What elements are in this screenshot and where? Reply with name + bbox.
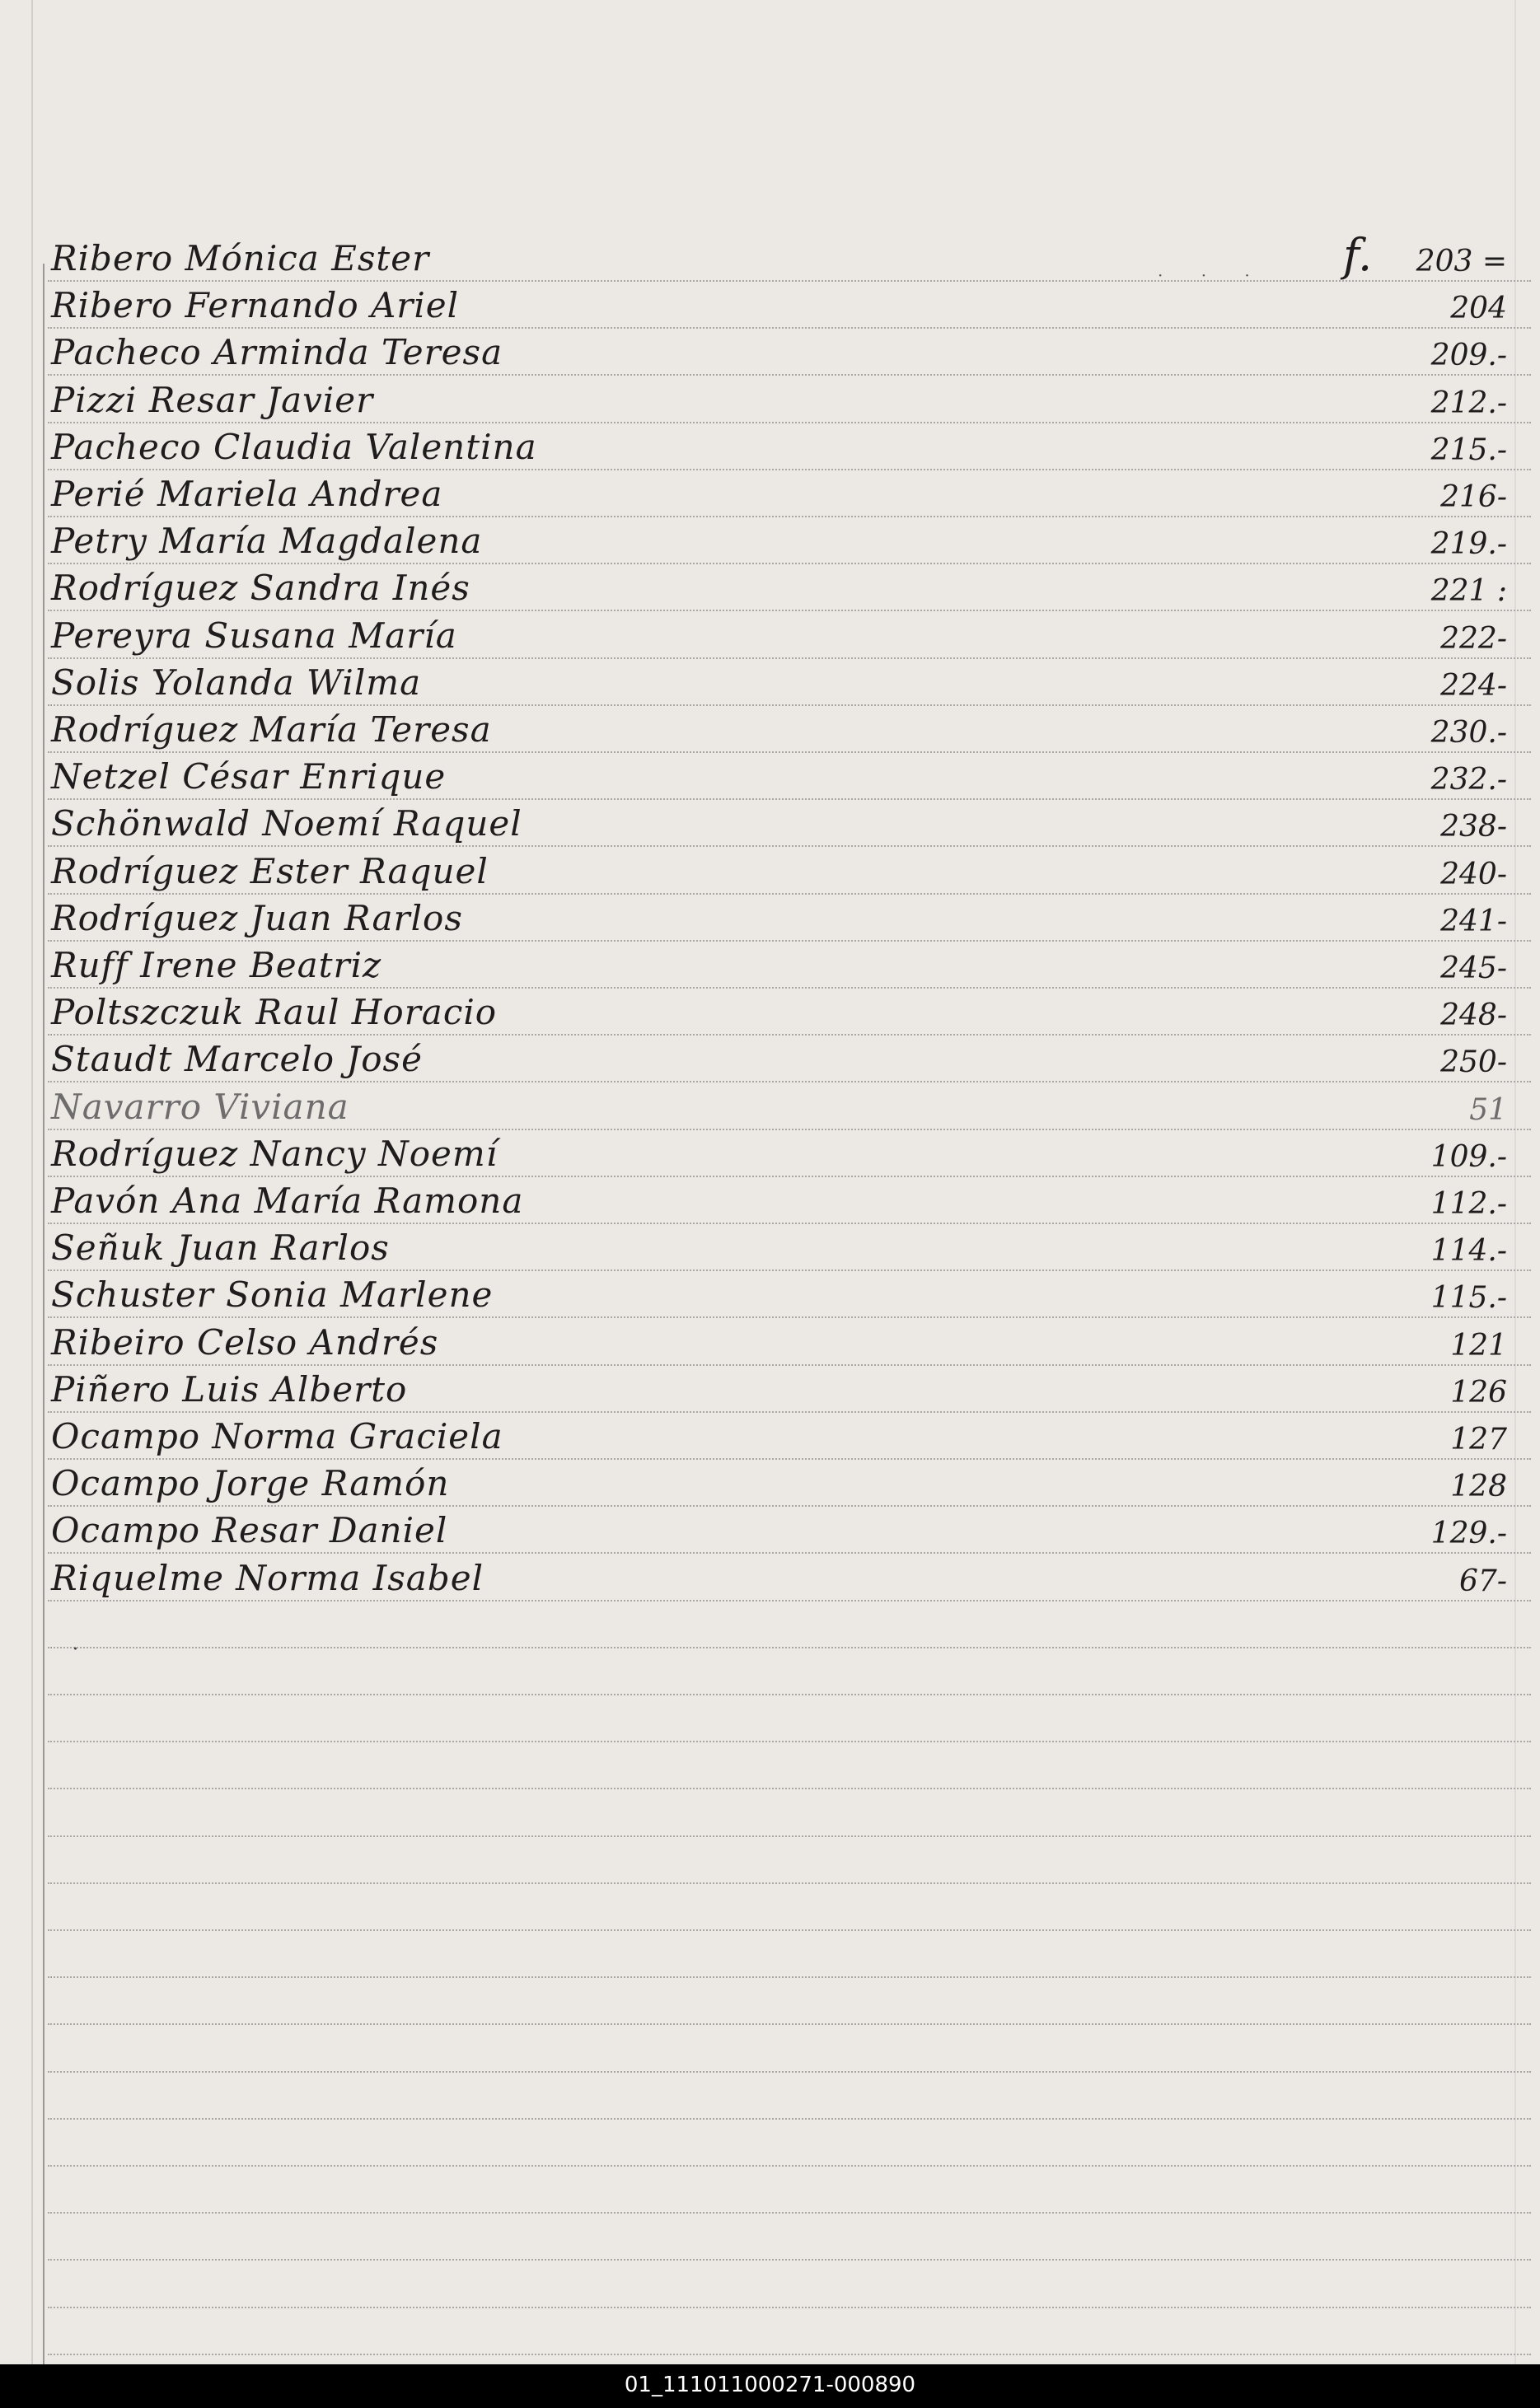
- entry-name: Netzel César Enrique: [51, 756, 447, 797]
- footer-bar: [0, 2364, 1540, 2408]
- ruled-line: [48, 1788, 1531, 1789]
- entry-folio: 129.-: [1430, 1517, 1507, 1550]
- end-mark: ·: [73, 1639, 78, 1660]
- entry-row: [0, 237, 1540, 283]
- entry-row: [0, 755, 1540, 802]
- entry-row: [0, 520, 1540, 566]
- entry-row: [0, 708, 1540, 755]
- entry-row: [0, 1180, 1540, 1226]
- ruled-line: [48, 2259, 1531, 2261]
- entry-folio: 232.-: [1430, 763, 1507, 797]
- entry-row: [0, 1274, 1540, 1320]
- entry-name: Ocampo Norma Graciela: [51, 1416, 503, 1456]
- entry-folio: 209.-: [1430, 339, 1507, 372]
- entry-folio: 212.-: [1430, 386, 1507, 420]
- entry-folio: 250-: [1440, 1045, 1507, 1079]
- entry-row: [0, 567, 1540, 613]
- entry-folio: 203 =: [1416, 245, 1507, 278]
- entry-row: [0, 897, 1540, 943]
- entry-name: Solis Yolanda Wilma: [51, 662, 422, 703]
- folio-prefix: f.: [1343, 229, 1373, 281]
- entry-name: Ocampo Jorge Ramón: [51, 1463, 450, 1503]
- entry-folio: 238-: [1440, 810, 1507, 844]
- entry-name: Ruff Irene Beatriz: [51, 945, 382, 985]
- ruled-line: [48, 1647, 1531, 1648]
- entry-folio: 222-: [1440, 622, 1507, 656]
- entry-row: [0, 426, 1540, 472]
- entry-folio: 112.-: [1430, 1187, 1507, 1221]
- ruled-line: [48, 1835, 1531, 1837]
- ruled-line: [48, 2307, 1531, 2308]
- entry-row: [0, 1038, 1540, 1084]
- entry-folio: 241-: [1440, 905, 1507, 938]
- ink-dots: · · ·: [1158, 265, 1266, 285]
- entry-folio: 245-: [1440, 952, 1507, 985]
- entry-folio: 248-: [1440, 998, 1507, 1032]
- entry-name: Staudt Marcelo José: [51, 1039, 423, 1079]
- entry-name: Señuk Juan Rarlos: [51, 1227, 390, 1268]
- ruled-line: [48, 2165, 1531, 2167]
- entry-name: Navarro Viviana: [51, 1087, 349, 1127]
- entry-name: Schönwald Noemí Raquel: [51, 803, 522, 844]
- ruled-line: [48, 1694, 1531, 1695]
- entry-folio: 121: [1450, 1329, 1507, 1363]
- entry-name: Ribero Fernando Ariel: [51, 285, 460, 325]
- entry-folio: 224-: [1440, 669, 1507, 703]
- entry-name: Schuster Sonia Marlene: [51, 1274, 494, 1315]
- entry-folio: 221 :: [1430, 574, 1507, 608]
- entry-name: Rodríguez Juan Rarlos: [51, 898, 463, 938]
- entry-row: [0, 662, 1540, 708]
- entry-name: Pavón Ana María Ramona: [51, 1181, 524, 1221]
- ruled-line: [48, 2023, 1531, 2025]
- entry-row: [0, 1321, 1540, 1368]
- entry-name: Rodríguez Sandra Inés: [51, 568, 470, 608]
- entry-name: Pacheco Arminda Teresa: [51, 332, 503, 372]
- entry-row: [0, 1415, 1540, 1461]
- entry-folio: 216-: [1440, 480, 1507, 514]
- entry-folio: 219.-: [1430, 527, 1507, 561]
- ruled-line: [48, 2071, 1531, 2073]
- entry-folio: 114.-: [1430, 1234, 1507, 1268]
- entry-row: [0, 1557, 1540, 1603]
- ruled-line: [48, 2212, 1531, 2214]
- entry-name: Poltszczuk Raul Horacio: [51, 992, 498, 1032]
- entry-folio: 51: [1469, 1093, 1507, 1127]
- entry-folio: 126: [1450, 1376, 1507, 1410]
- ruled-line: [48, 2354, 1531, 2355]
- entry-row: [0, 1133, 1540, 1179]
- entry-name: Ribero Mónica Ester: [51, 238, 430, 278]
- entry-name: Perié Mariela Andrea: [51, 474, 443, 514]
- entry-row: [0, 1509, 1540, 1555]
- entry-name: Ribeiro Celso Andrés: [51, 1322, 439, 1363]
- entry-name: Pizzi Resar Javier: [51, 380, 374, 420]
- entry-folio: 230.-: [1430, 716, 1507, 750]
- entry-folio: 67-: [1459, 1564, 1507, 1598]
- image-label: 01_111011000271-000890: [624, 2373, 916, 2397]
- entry-folio: 204: [1450, 292, 1507, 325]
- entry-name: Riquelme Norma Isabel: [51, 1558, 484, 1598]
- entry-name: Ocampo Resar Daniel: [51, 1510, 448, 1550]
- entry-folio: 109.-: [1430, 1140, 1507, 1174]
- entry-row: [0, 802, 1540, 849]
- entry-row: [0, 473, 1540, 519]
- entry-name: Piñero Luis Alberto: [51, 1369, 408, 1410]
- entry-row: [0, 379, 1540, 425]
- entry-name: Rodríguez Ester Raquel: [51, 851, 489, 891]
- entry-name: Rodríguez María Teresa: [51, 709, 492, 750]
- ruled-line: [48, 1929, 1531, 1931]
- entry-folio: 127: [1450, 1423, 1507, 1456]
- entry-row: [0, 1086, 1540, 1132]
- entry-row: [0, 1462, 1540, 1508]
- entry-folio: 215.-: [1430, 433, 1507, 467]
- entry-row: [0, 1227, 1540, 1273]
- entry-row: [0, 850, 1540, 896]
- entry-name: Petry María Magdalena: [51, 521, 483, 561]
- entry-folio: 128: [1450, 1470, 1507, 1503]
- entry-folio: 115.-: [1430, 1281, 1507, 1315]
- ruled-line: [48, 1976, 1531, 1978]
- ruled-line: [48, 1741, 1531, 1742]
- entry-row: [0, 1368, 1540, 1414]
- ruled-line: [48, 1882, 1531, 1884]
- entry-name: Rodríguez Nancy Noemí: [51, 1134, 499, 1174]
- entry-folio: 240-: [1440, 858, 1507, 891]
- entry-row: [0, 991, 1540, 1037]
- entry-row: [0, 615, 1540, 661]
- entry-row: [0, 944, 1540, 990]
- entry-row: [0, 284, 1540, 330]
- entry-row: [0, 331, 1540, 377]
- entry-name: Pacheco Claudia Valentina: [51, 427, 537, 467]
- ruled-line: [48, 2118, 1531, 2120]
- entry-name: Pereyra Susana María: [51, 615, 457, 656]
